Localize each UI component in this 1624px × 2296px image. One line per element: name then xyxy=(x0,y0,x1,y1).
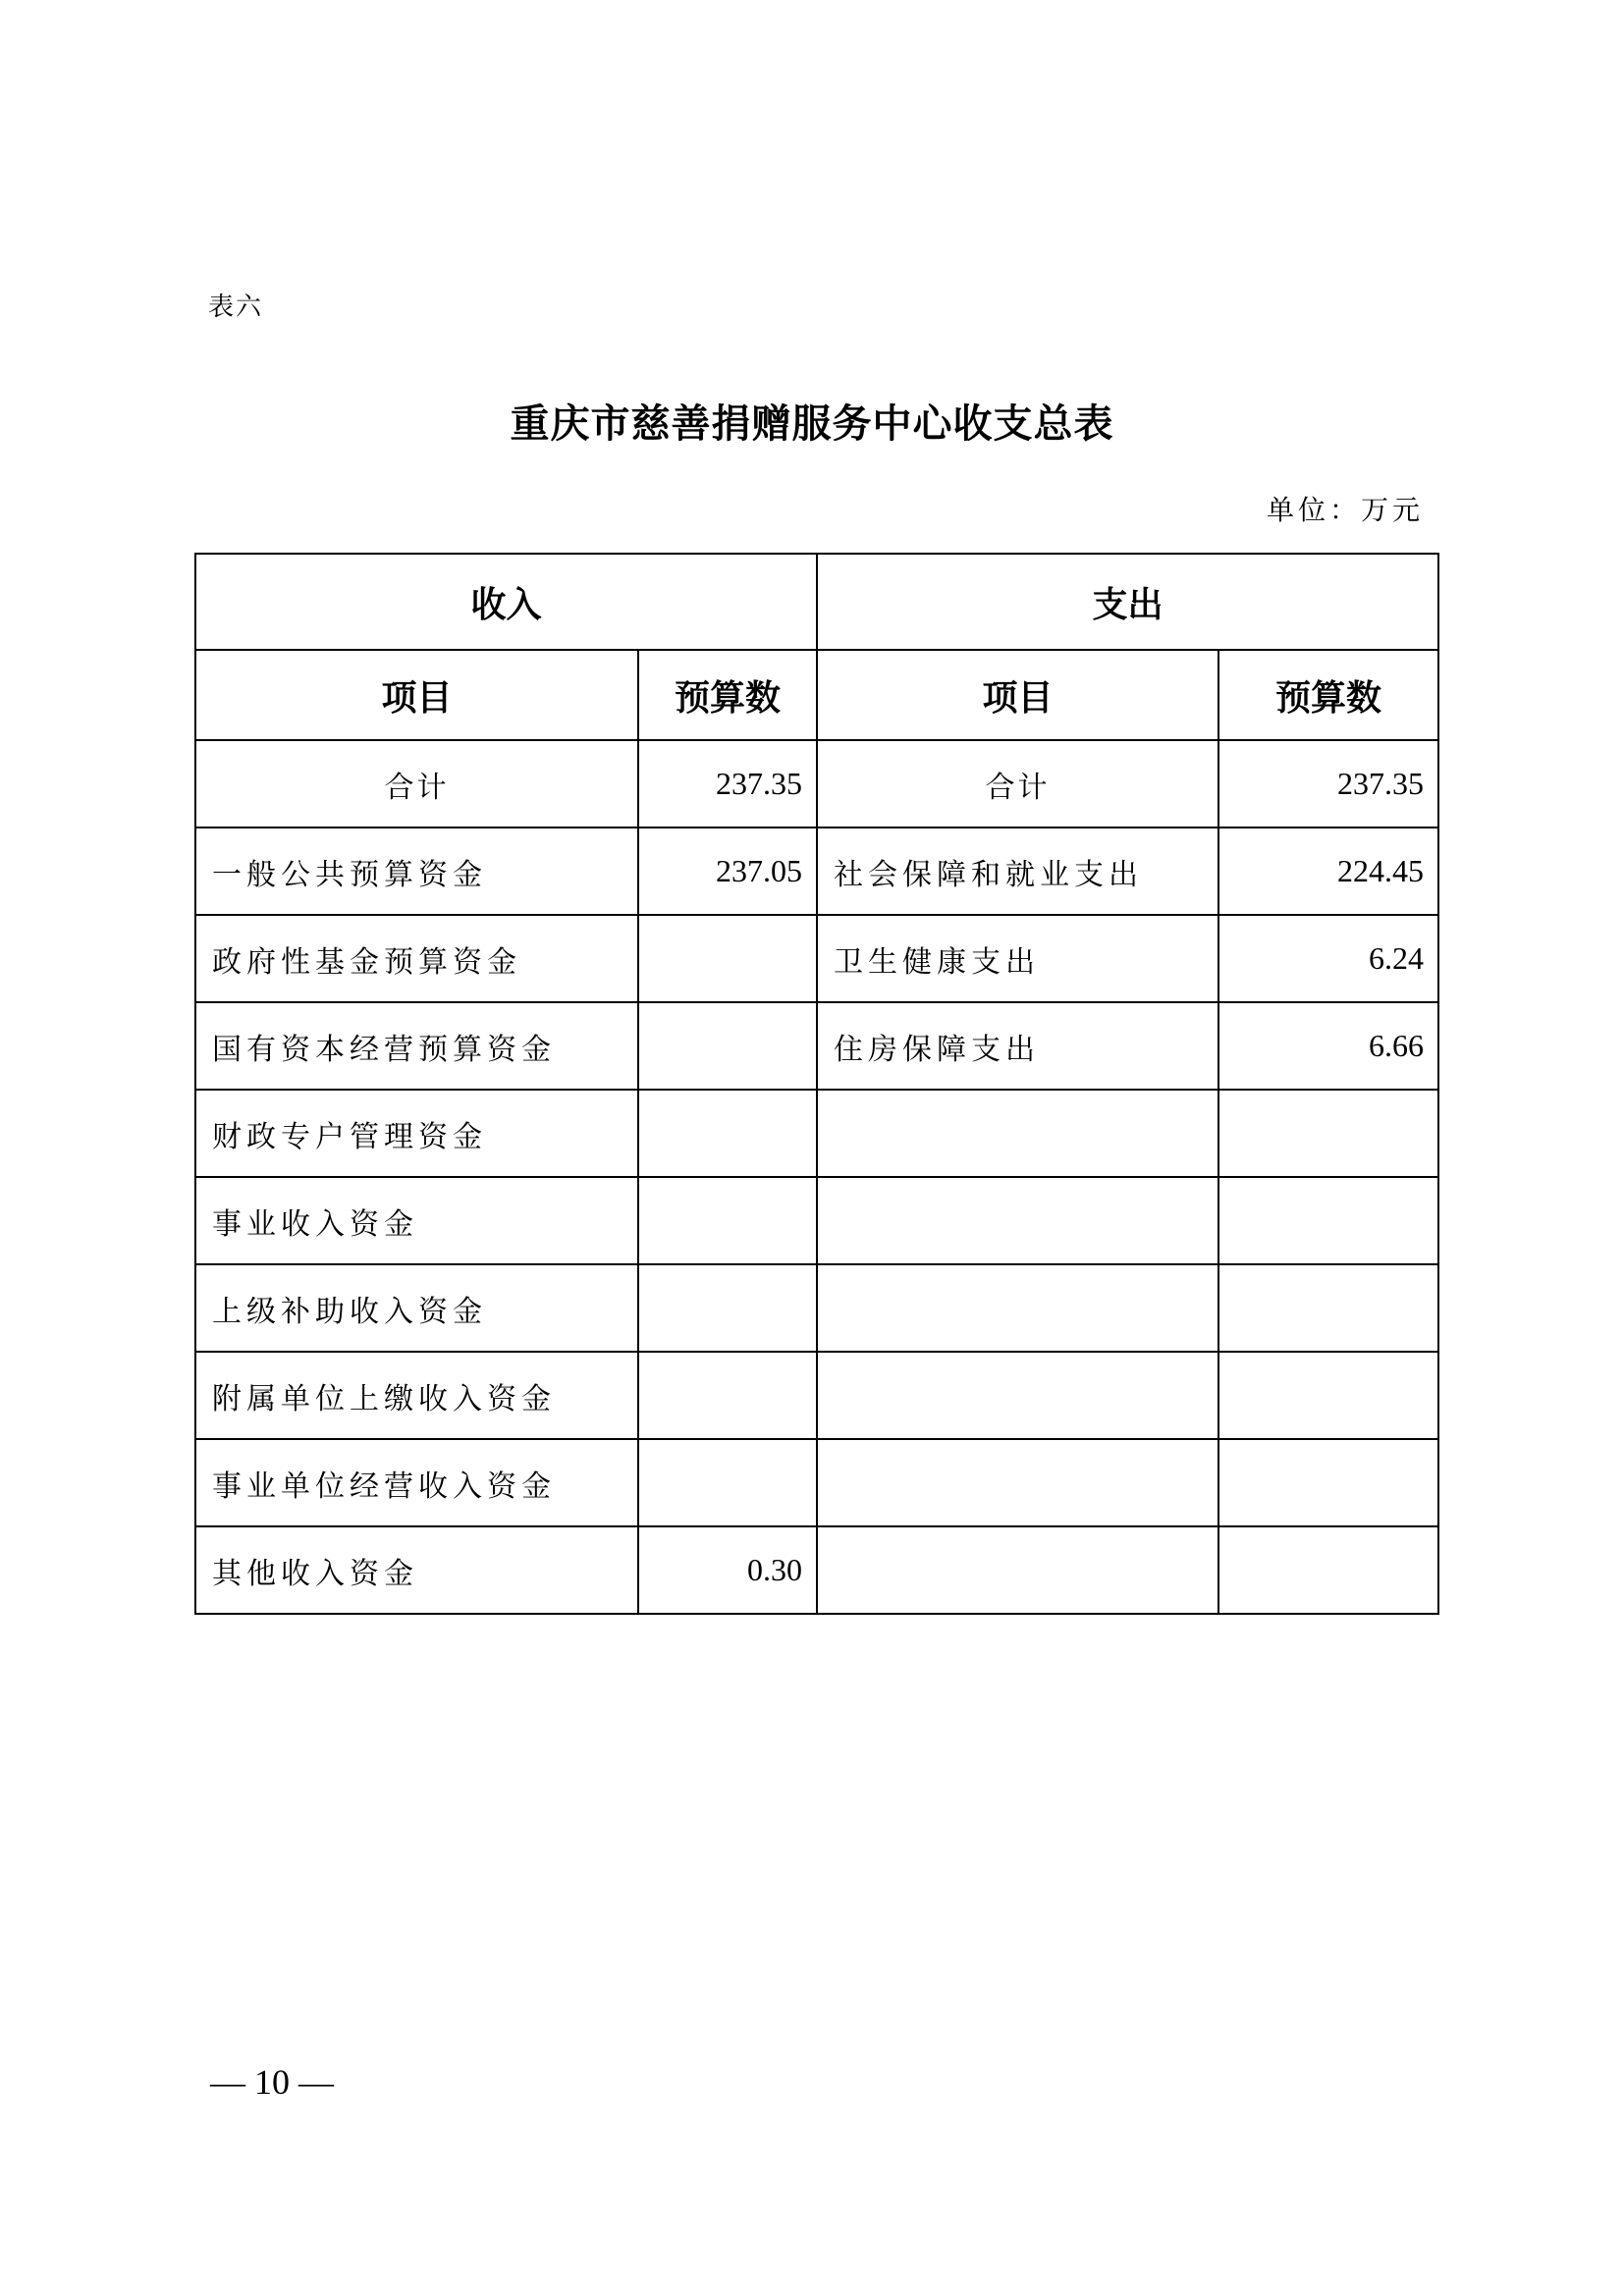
table-row xyxy=(195,1177,1438,1264)
table-row xyxy=(195,1439,1438,1526)
expense-item xyxy=(817,1177,1218,1264)
income-item: 事业单位经营收入资金 xyxy=(195,1439,638,1526)
income-item-header: 项目 xyxy=(195,650,638,740)
expense-value xyxy=(1218,1526,1438,1614)
income-item: 国有资本经营预算资金 xyxy=(195,1002,638,1090)
income-value xyxy=(638,915,817,1002)
table-label: 表六 xyxy=(208,293,264,322)
income-value: 237.35 xyxy=(638,740,817,828)
page-title: 重庆市慈善捐赠服务中心收支总表 xyxy=(510,400,1114,447)
income-value xyxy=(638,1439,817,1526)
income-item: 上级补助收入资金 xyxy=(195,1264,638,1352)
table-row xyxy=(195,828,1438,915)
income-item: 附属单位上缴收入资金 xyxy=(195,1352,638,1439)
expense-value: 237.35 xyxy=(1218,740,1438,828)
income-item: 事业收入资金 xyxy=(195,1177,638,1264)
expense-header: 支出 xyxy=(817,554,1438,650)
income-item: 合计 xyxy=(195,740,638,828)
expense-item: 住房保障支出 xyxy=(817,1002,1218,1090)
budget-table xyxy=(194,553,1439,1615)
expense-item: 社会保障和就业支出 xyxy=(817,828,1218,915)
income-value xyxy=(638,1352,817,1439)
unit-label: 单位：万元 xyxy=(1266,494,1424,526)
expense-value xyxy=(1218,1264,1438,1352)
expense-value xyxy=(1218,1439,1438,1526)
table-row xyxy=(195,1264,1438,1352)
income-item: 财政专户管理资金 xyxy=(195,1090,638,1177)
table-row xyxy=(195,915,1438,1002)
table-row xyxy=(195,1090,1438,1177)
table-row xyxy=(195,1352,1438,1439)
expense-value xyxy=(1218,1177,1438,1264)
expense-value xyxy=(1218,1090,1438,1177)
table-header-row xyxy=(195,554,1438,650)
expense-item: 合计 xyxy=(817,740,1218,828)
expense-item xyxy=(817,1526,1218,1614)
expense-item xyxy=(817,1439,1218,1526)
expense-value: 6.66 xyxy=(1218,1002,1438,1090)
expense-value: 224.45 xyxy=(1218,828,1438,915)
expense-item xyxy=(817,1090,1218,1177)
income-value xyxy=(638,1090,817,1177)
income-header: 收入 xyxy=(195,554,817,650)
table-row xyxy=(195,1002,1438,1090)
expense-item xyxy=(817,1352,1218,1439)
expense-value: 6.24 xyxy=(1218,915,1438,1002)
income-budget-header: 预算数 xyxy=(638,650,817,740)
income-item: 一般公共预算资金 xyxy=(195,828,638,915)
table-subheader-row xyxy=(195,650,1438,740)
income-value xyxy=(638,1002,817,1090)
page-number: — 10 — xyxy=(210,2062,334,2102)
expense-item-header: 项目 xyxy=(817,650,1218,740)
income-item: 政府性基金预算资金 xyxy=(195,915,638,1002)
income-value xyxy=(638,1264,817,1352)
expense-value xyxy=(1218,1352,1438,1439)
table-row xyxy=(195,1526,1438,1614)
expense-budget-header: 预算数 xyxy=(1218,650,1438,740)
expense-item xyxy=(817,1264,1218,1352)
income-item: 其他收入资金 xyxy=(195,1526,638,1614)
income-value: 0.30 xyxy=(638,1526,817,1614)
expense-item: 卫生健康支出 xyxy=(817,915,1218,1002)
income-value xyxy=(638,1177,817,1264)
table-row-total xyxy=(195,740,1438,828)
income-value: 237.05 xyxy=(638,828,817,915)
